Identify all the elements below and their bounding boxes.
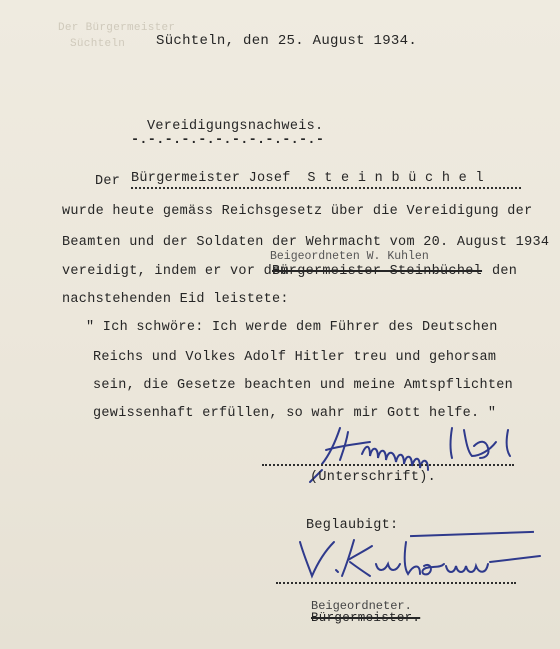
faint-show-through-2: Süchteln [70, 38, 126, 50]
body-line-4-post: den [492, 264, 518, 279]
oath-line-4: gewissenhaft erfüllen, so wahr mir Gott helfe. " [93, 406, 497, 421]
inserted-beigeordneten: Beigeordneten W. Kuhlen [270, 250, 429, 263]
struck-buergermeister: Bürgermeister Steinbüchel [272, 264, 483, 279]
name-line: Bürgermeister Josef S t e i n b ü c h e l [131, 171, 484, 186]
oath-line-1: " Ich schwöre: Ich werde dem Führer des Deutschen [86, 320, 498, 335]
signature-kuhlen-drawing [296, 536, 546, 586]
body-line-2: wurde heute gemäss Reichsgesetz über die Vereidigung der [62, 204, 533, 219]
faint-show-through-1: Der Bürgermeister [58, 22, 176, 34]
signature-caption: (Unterschrift). [310, 470, 437, 485]
certification-dotted-line [276, 582, 516, 584]
body-line-4-pre: vereidigt, indem er vor dem [62, 264, 289, 279]
signature-dotted-line [262, 464, 514, 466]
place-date: Süchteln, den 25. August 1934. [156, 33, 418, 49]
title-underline: -.-.-.-.-.-.-.-.-.-.-.- [131, 133, 325, 148]
oath-line-2: Reichs und Volkes Adolf Hitler treu und gehorsam [93, 350, 497, 365]
body-line-3: Beamten und der Soldaten der Wehrmacht vom 20. August 1934 [62, 235, 550, 250]
body-line-5: nachstehenden Eid leistete: [62, 292, 289, 307]
name-dotted-line [131, 187, 521, 189]
struck-role-buergermeister: Bürgermeister. [311, 611, 421, 625]
beglaubigt-label: Beglaubigt: [306, 518, 399, 533]
role-beigeordneter: Beigeordneter. [311, 599, 412, 613]
der-word: Der [95, 174, 121, 189]
document-title: Vereidigungsnachweis. [147, 119, 324, 134]
oath-line-3: sein, die Gesetze beachten und meine Amtspflichten [93, 378, 514, 393]
